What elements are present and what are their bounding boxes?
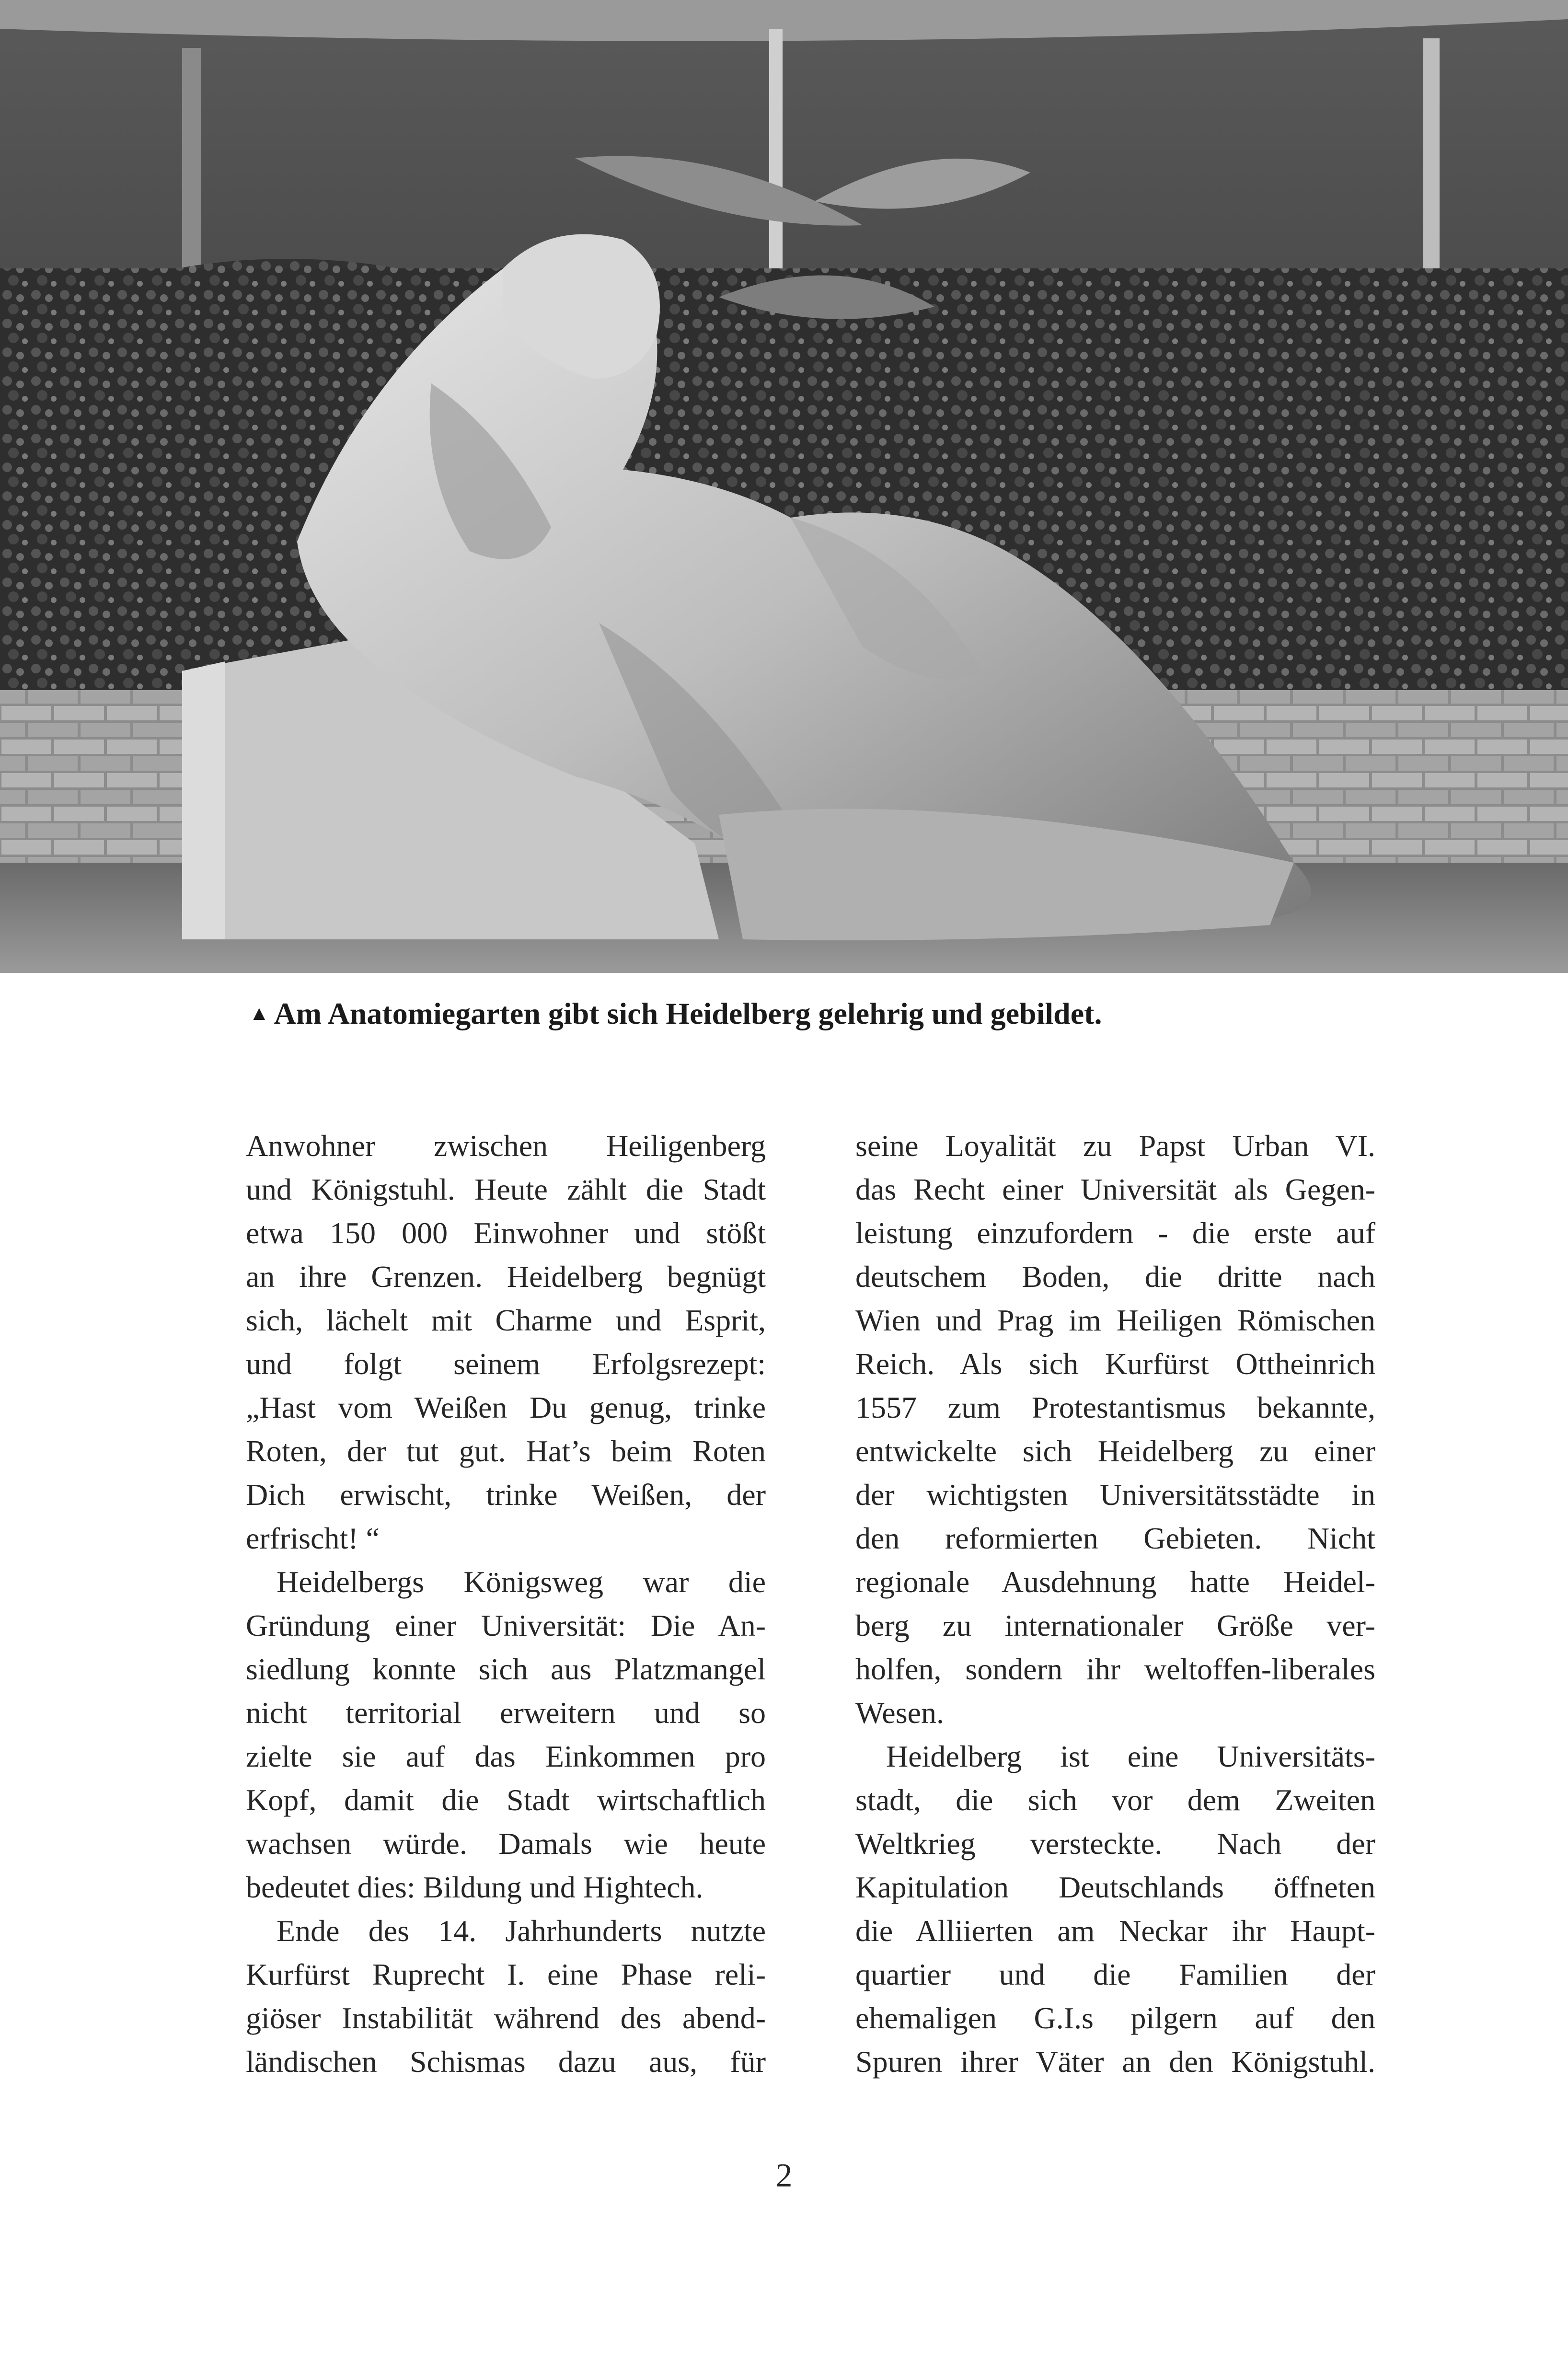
text-line: quartier und die Familien der [855, 1957, 1375, 1991]
sculpture-photo [0, 0, 1568, 973]
text-line: der wichtigsten Universitätsstädte in [855, 1478, 1375, 1512]
text-line: siedlung konnte sich aus Platzmangel [246, 1652, 766, 1686]
text-line: Kurfürst Ruprecht I. eine Phase reli- [246, 1957, 766, 1991]
text-line: „Hast vom Weißen Du genug, trinke [246, 1390, 766, 1424]
text-line: Roten, der tut gut. Hat’s beim Roten [246, 1434, 766, 1468]
text-line: regionale Ausdehnung hatte Heidel- [855, 1565, 1375, 1599]
text-line: 1557 zum Protestantismus bekannte, [855, 1390, 1375, 1424]
text-line: sich, lächelt mit Charme und Esprit, [246, 1303, 766, 1337]
text-line: berg zu internationaler Größe ver- [855, 1608, 1375, 1642]
text-line: Wesen. [855, 1696, 944, 1730]
text-line: nicht territorial erweitern und so [246, 1696, 766, 1730]
page-number: 2 [775, 2157, 793, 2194]
text-line: und folgt seinem Erfolgsrezept: [246, 1347, 766, 1381]
text-line: ehemaligen G.I.s pilgern auf den [855, 2001, 1375, 2035]
text-line: deutschem Boden, die dritte nach [855, 1260, 1375, 1294]
text-line: Anwohner zwischen Heiligenberg [246, 1129, 766, 1163]
text-line: Reich. Als sich Kurfürst Ottheinrich [855, 1347, 1375, 1381]
text-line: Ende des 14. Jahrhunderts nutzte [277, 1914, 766, 1948]
text-column-right [855, 1124, 1375, 2083]
text-line: den reformierten Gebieten. Nicht [855, 1521, 1375, 1555]
text-line: seine Loyalität zu Papst Urban VI. [855, 1129, 1375, 1163]
text-line: bedeutet dies: Bildung und Hightech. [246, 1870, 703, 1904]
text-line: holfen, sondern ihr weltoffen-liberales [855, 1652, 1375, 1686]
text-line: Dich erwischt, trinke Weißen, der [246, 1478, 766, 1512]
text-line: die Alliierten am Neckar ihr Haupt- [855, 1914, 1375, 1948]
text-line: das Recht einer Universität als Gegen- [855, 1172, 1375, 1206]
text-line: entwickelte sich Heidelberg zu einer [855, 1434, 1375, 1468]
text-line: zielte sie auf das Einkommen pro [246, 1739, 766, 1773]
text-line: giöser Instabilität während des abend- [246, 2001, 766, 2035]
photo-caption [249, 990, 1399, 1038]
text-line: und Königstuhl. Heute zählt die Stadt [246, 1172, 766, 1206]
text-line: leistung einzufordern - die erste auf [855, 1216, 1375, 1250]
text-line: Weltkrieg versteckte. Nach der [855, 1827, 1375, 1861]
caption-text: Am Anatomiegarten gibt sich Heidelberg gelehrig und gebildet. [274, 996, 1102, 1030]
text-line: ländischen Schismas dazu aus, für [246, 2045, 766, 2079]
text-line: Gründung einer Universität: Die An- [246, 1608, 766, 1642]
text-column-left [246, 1124, 766, 2083]
text-line: Kapitulation Deutschlands öffneten [855, 1870, 1375, 1904]
text-line: stadt, die sich vor dem Zweiten [855, 1783, 1375, 1817]
text-line: Wien und Prag im Heiligen Römischen [855, 1303, 1375, 1337]
text-line: Spuren ihrer Väter an den Königstuhl. [855, 2045, 1375, 2079]
text-line: wachsen würde. Damals wie heute [246, 1827, 766, 1861]
text-line: erfrischt! “ [246, 1521, 380, 1555]
text-line: Heidelberg ist eine Universitäts- [886, 1739, 1375, 1773]
triangle-up-icon: ▲ [249, 1003, 269, 1025]
text-line: Heidelbergs Königsweg war die [277, 1565, 766, 1599]
text-line: etwa 150 000 Einwohner und stößt [246, 1216, 766, 1250]
text-line: an ihre Grenzen. Heidelberg begnügt [246, 1260, 766, 1294]
text-line: Kopf, damit die Stadt wirtschaftlich [246, 1783, 766, 1817]
